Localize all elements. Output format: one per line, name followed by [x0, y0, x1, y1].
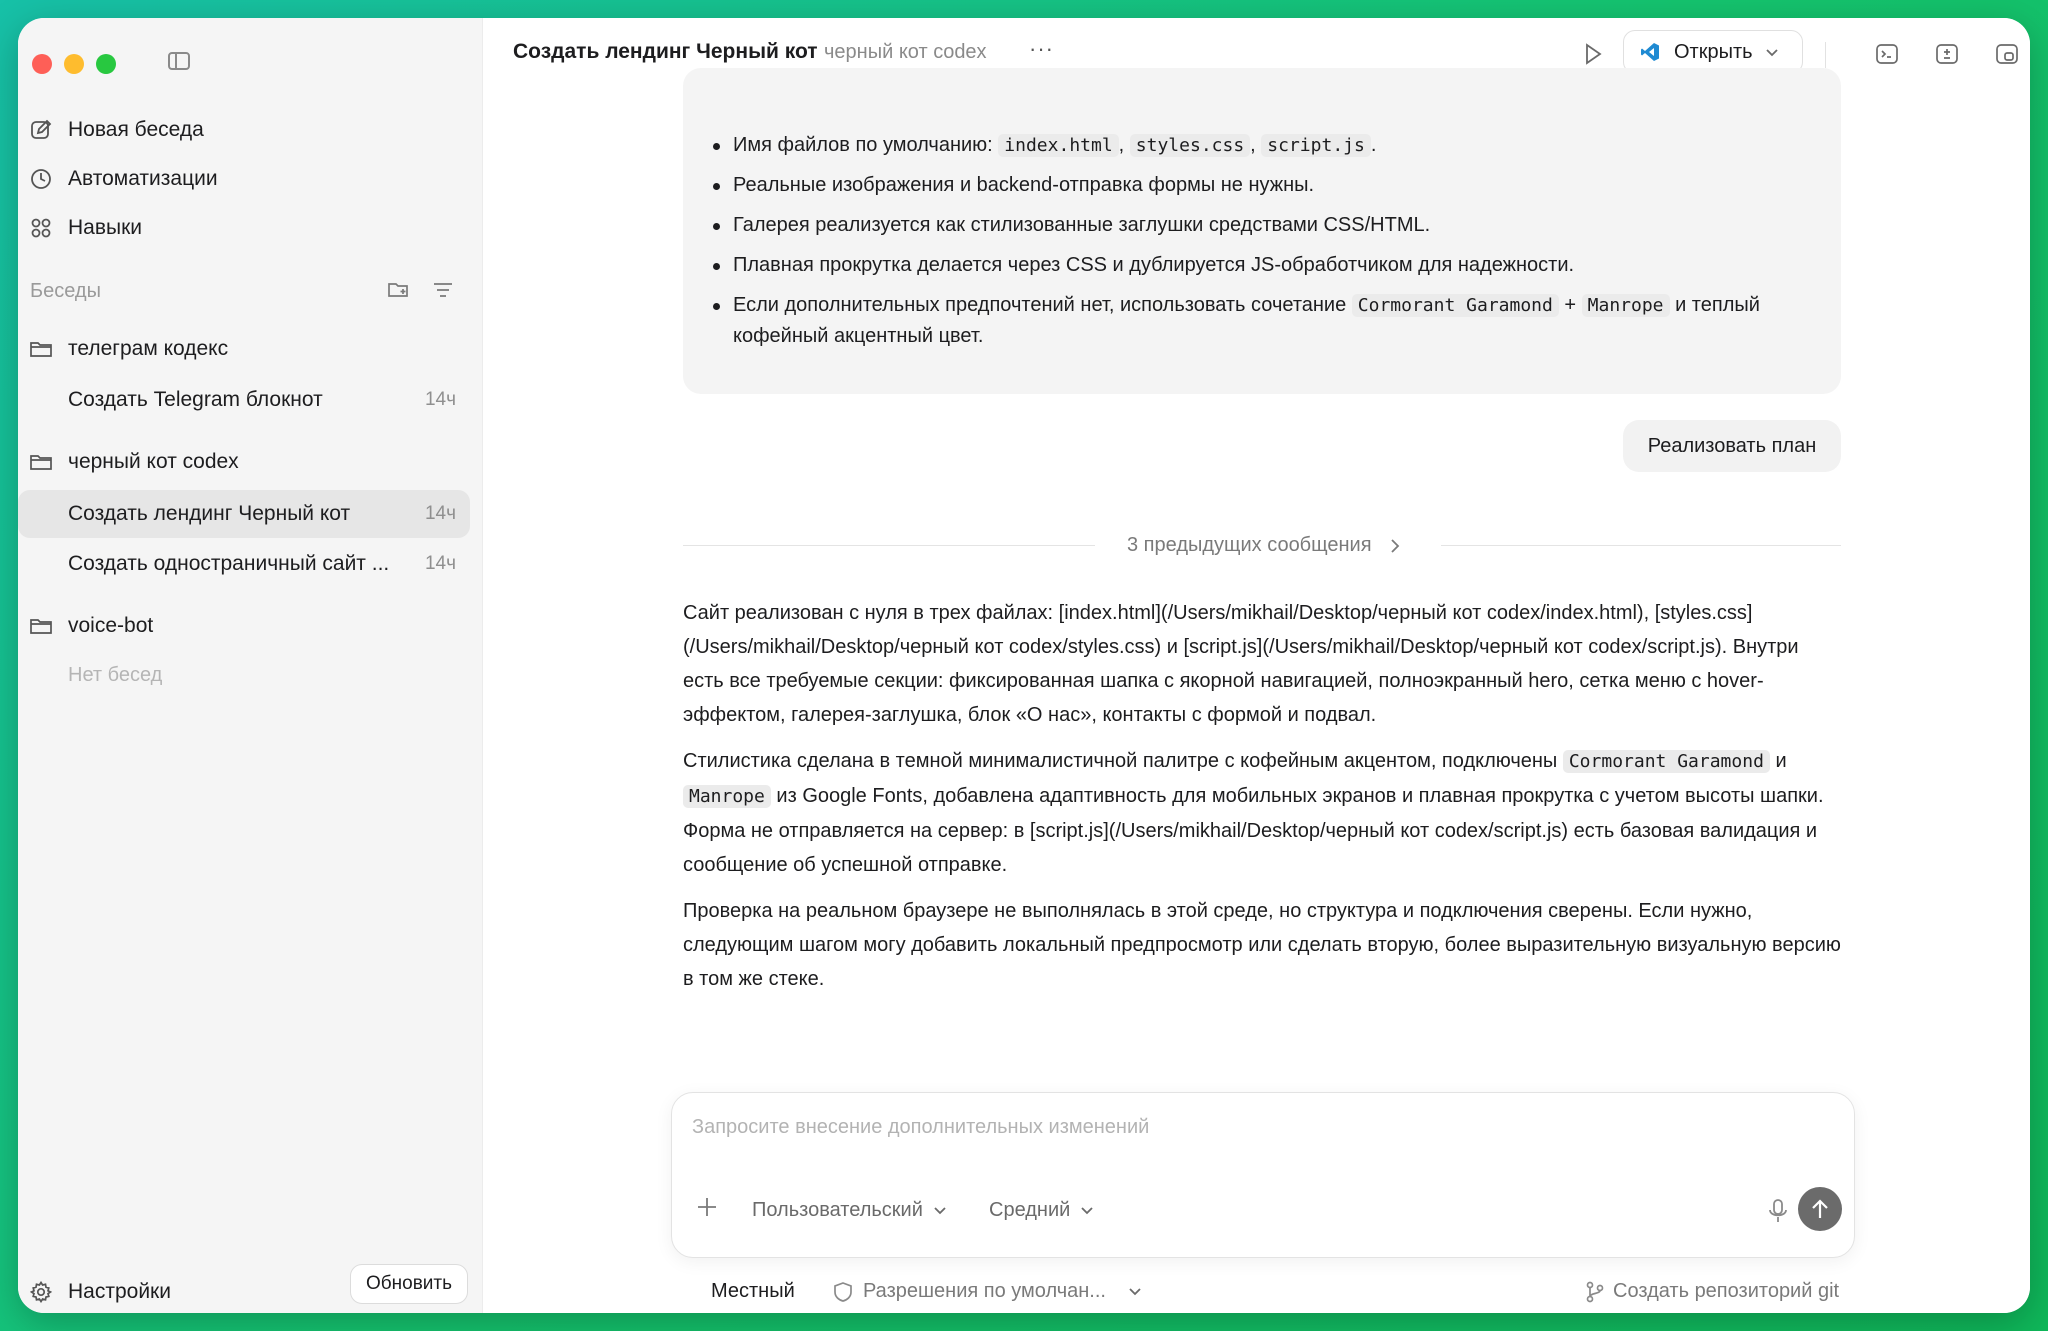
- folder-name: voice-bot: [68, 614, 154, 637]
- app-window: [18, 18, 2030, 1313]
- diff-icon[interactable]: [1933, 40, 1961, 68]
- chevron-right-icon: [1390, 538, 1400, 554]
- plan-text: .: [1370, 134, 1377, 156]
- sidebar: [18, 18, 483, 1313]
- section-label: Беседы: [30, 280, 101, 302]
- send-button[interactable]: [1798, 1187, 1842, 1231]
- chat-time: 14ч: [424, 389, 456, 410]
- plan-card: [683, 68, 1841, 394]
- plan-list: [719, 130, 1829, 361]
- message-text: Стилистика сделана в темной минималистичной палитре с кофейным акцентом, подключены: [683, 750, 1563, 772]
- env-label: Местный: [711, 1280, 795, 1302]
- main-panel: [483, 18, 2030, 1313]
- chat-title: Создать лендинг Черный кот: [68, 502, 351, 525]
- git-label: Создать репозиторий git: [1613, 1280, 1840, 1302]
- chat-item[interactable]: [18, 376, 470, 424]
- nav-label: Автоматизации: [68, 167, 218, 190]
- message-paragraph: [683, 744, 1843, 882]
- level-select[interactable]: [989, 1199, 1094, 1222]
- composer: [671, 1092, 1855, 1258]
- skills-icon: [30, 217, 52, 239]
- code-font: Manrope: [683, 785, 771, 808]
- chat-title: Создать Telegram блокнот: [68, 388, 323, 411]
- prompt-input[interactable]: [690, 1115, 1794, 1140]
- code-filename: script.js: [1261, 134, 1371, 157]
- git-branch-icon: [1585, 1281, 1605, 1303]
- folder-voice-bot[interactable]: [30, 604, 470, 648]
- nav-label: Навыки: [68, 216, 143, 239]
- run-icon[interactable]: [1579, 40, 1607, 68]
- gear-icon: [30, 1281, 52, 1303]
- code-font: Cormorant Garamond: [1563, 750, 1770, 773]
- nav-label: Новая беседа: [68, 118, 204, 141]
- plan-item: Плавная прокрутка делается через CSS и дублируется JS-обработчиком для надежности.: [719, 250, 1829, 281]
- level-value: Средний: [989, 1199, 1071, 1221]
- nav-automations[interactable]: [30, 157, 470, 201]
- close-window-button[interactable]: [32, 54, 52, 74]
- folder-name: телеграм кодекс: [68, 337, 229, 360]
- minimize-window-button[interactable]: [64, 54, 84, 74]
- chevron-down-icon: [933, 1206, 947, 1216]
- new-folder-icon[interactable]: [388, 280, 410, 305]
- edit-icon: [30, 119, 52, 141]
- plan-text: и теплый кофейный акцентный цвет.: [733, 294, 1760, 347]
- plan-item: Реальные изображения и backend-отправка формы не нужны.: [719, 170, 1829, 201]
- section-actions: [388, 280, 454, 305]
- previous-messages-toggle[interactable]: [1127, 534, 1400, 557]
- env-select[interactable]: [711, 1280, 795, 1303]
- chat-time: 14ч: [424, 503, 456, 524]
- code-filename: styles.css: [1130, 134, 1250, 157]
- maximize-window-button[interactable]: [96, 54, 116, 74]
- folder-icon: [30, 451, 52, 473]
- terminal-icon[interactable]: [1873, 40, 1901, 68]
- chat-item[interactable]: [18, 540, 470, 588]
- plan-item: Галерея реализуется как стилизованные заглушки средствами CSS/HTML.: [719, 210, 1829, 241]
- permissions-label: Разрешения по умолчан...: [863, 1280, 1106, 1302]
- folder-telegram-codex[interactable]: [30, 327, 470, 371]
- code-font: Manrope: [1582, 294, 1670, 317]
- permissions-select[interactable]: [833, 1280, 1142, 1303]
- chevron-down-icon: [1080, 1206, 1094, 1216]
- implement-plan-button[interactable]: Реализовать план: [1623, 420, 1841, 472]
- message-paragraph: Сайт реализован с нуля в трех файлах: [index.html](/Users/mikhail/Desktop/черный кот codex/index.html), [styles.css](/Users/mikhail/Desktop/черный кот codex/styles.css) и [script.js](/Users/mikhail/Desktop/черный кот codex/script.js). Внутри есть все требуемые секции: фиксированная шапка с якорной навигацией, полноэкранный hero, сетка меню с hover-эффектом, галерея-заглушка, блок «О нас», контакты с формой и подвал.: [683, 602, 1799, 726]
- previous-messages-label: 3 предыдущих сообщения: [1127, 534, 1372, 556]
- chat-item-active[interactable]: [18, 490, 470, 538]
- folder-icon: [30, 615, 52, 637]
- open-label: Открыть: [1674, 40, 1753, 63]
- sidebar-toggle-icon[interactable]: [168, 52, 190, 70]
- assistant-message: [683, 596, 1843, 1008]
- chat-time: 14ч: [424, 553, 456, 574]
- window-toggle-icon[interactable]: [1993, 40, 2021, 68]
- plan-item: [719, 290, 1829, 352]
- code-font: Cormorant Garamond: [1352, 294, 1559, 317]
- chevron-down-icon: [1765, 41, 1779, 64]
- plan-text: Имя файлов по умолчанию:: [733, 134, 999, 156]
- settings-label: Настройки: [68, 1280, 171, 1303]
- folder-icon: [30, 338, 52, 360]
- plan-text: +: [1558, 294, 1582, 316]
- code-filename: index.html: [998, 134, 1118, 157]
- more-icon[interactable]: ···: [1029, 36, 1054, 61]
- separator-line: [1441, 545, 1841, 546]
- separator-line: [683, 545, 1095, 546]
- arrow-up-icon: [1810, 1198, 1830, 1220]
- plan-text: Если дополнительных предпочтений нет, использовать сочетание: [733, 294, 1352, 316]
- vscode-icon: [1640, 42, 1660, 62]
- folder-black-cat-codex[interactable]: [30, 440, 470, 484]
- thread-title: Создать лендинг Черный кот: [513, 40, 818, 63]
- chevron-down-icon: [1128, 1287, 1142, 1297]
- update-button[interactable]: Обновить: [350, 1264, 468, 1304]
- filter-icon[interactable]: [432, 280, 454, 305]
- folder-name: черный кот codex: [68, 450, 239, 473]
- mode-value: Пользовательский: [752, 1199, 923, 1221]
- toolbar-divider: [1825, 42, 1826, 68]
- message-text: и: [1769, 750, 1787, 772]
- nav-skills[interactable]: [30, 206, 470, 250]
- empty-folder-label: Нет бесед: [68, 664, 163, 686]
- plus-icon[interactable]: [692, 1195, 722, 1225]
- settings-button[interactable]: [30, 1280, 171, 1304]
- chat-title: Создать одностраничный сайт ...: [68, 552, 390, 575]
- plan-item: Имя файлов по умолчанию: index.html , styles.css , script.js .: [719, 130, 1829, 161]
- clock-icon: [30, 168, 52, 190]
- message-text: из Google Fonts, добавлена адаптивность для мобильных экранов и плавная прокрутка с учетом высоты шапки. Форма не отправляется на сервер: в [script.js](/Users/mikhail/Desktop/черный кот codex/script.js) есть базовая валидация и сообщение об успешной отправке.: [683, 785, 1824, 876]
- create-git-repo-button[interactable]: [1585, 1280, 1839, 1303]
- microphone-icon[interactable]: [1766, 1197, 1790, 1225]
- message-paragraph: Проверка на реальном браузере не выполнялась в этой среде, но структура и подключения сверены. Если нужно, следующим шагом могу добавить локальный предпросмотр или сделать вторую, более выразительную визуальную версию в том же стеке.: [683, 900, 1841, 990]
- project-name: черный кот codex: [824, 41, 987, 63]
- shield-icon: [833, 1281, 853, 1303]
- mode-select[interactable]: [752, 1199, 947, 1222]
- nav-new-chat[interactable]: [30, 108, 470, 152]
